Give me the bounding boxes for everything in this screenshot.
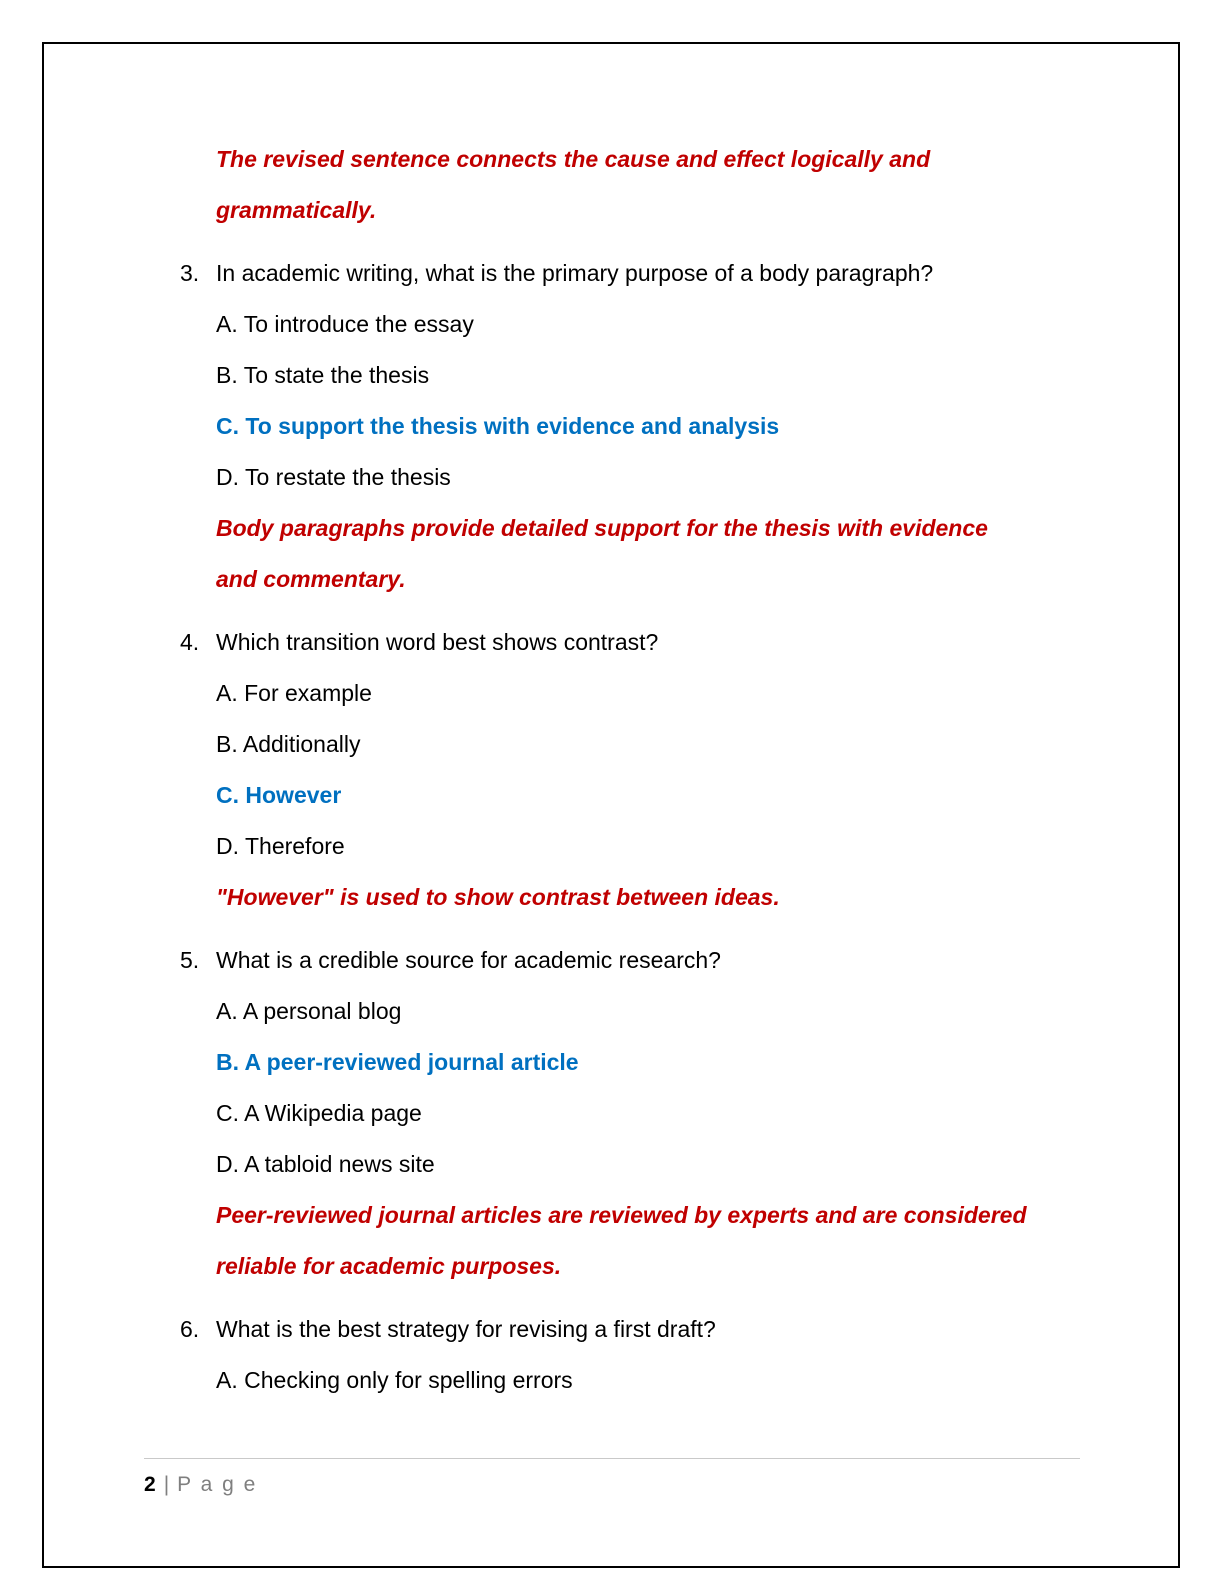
question-number: 5. [180,947,200,973]
question-number: 4. [180,629,200,655]
question-block [144,617,1080,923]
answer-options [216,1355,1080,1406]
answer-option-correct: B. A peer-reviewed journal article [216,1049,579,1075]
question-head [144,935,1080,986]
answer-option: B. To state the thesis [216,362,430,388]
answer-option-correct: C. To support the thesis with evidence and analysis [216,413,780,439]
footer-page-label: P a g e [177,1473,258,1496]
question-number: 3. [180,260,200,286]
answer-option-correct: C. However [216,782,342,808]
answer-options [216,986,1080,1190]
answer-option: B. Additionally [216,731,361,757]
explanation-text: grammatically. [216,197,377,223]
question-explanation [216,503,1080,605]
explanation-text: "However" is used to show contrast between ideas. [216,884,780,910]
explanation-text: Body paragraphs provide detailed support for the thesis with evidence [216,515,988,541]
question-text: What is the best strategy for revising a first draft? [216,1316,716,1342]
question-text: In academic writing, what is the primary purpose of a body paragraph? [216,260,934,286]
question-block [144,1304,1080,1406]
question-number: 6. [180,1316,200,1342]
answer-option: A. For example [216,680,372,706]
document-body [144,0,1080,1406]
question-block [144,935,1080,1292]
page-footer [144,1458,1080,1497]
explanation-text: Peer-reviewed journal articles are reviewed by experts and are considered [216,1202,1027,1228]
question-head [144,617,1080,668]
answer-option: D. To restate the thesis [216,464,451,490]
answer-option: D. Therefore [216,833,345,859]
answer-option: A. A personal blog [216,998,402,1024]
question-text: Which transition word best shows contrast? [216,629,659,655]
question-head [144,1304,1080,1355]
answer-options [216,299,1080,503]
answer-option: C. A Wikipedia page [216,1100,422,1126]
explanation-text: The revised sentence connects the cause and effect logically and [216,146,931,172]
answer-option: A. To introduce the essay [216,311,474,337]
question-text: What is a credible source for academic research? [216,947,721,973]
answer-options [216,668,1080,872]
question-block [144,248,1080,605]
questions-container [144,248,1080,1406]
carryover-explanation [216,134,1080,236]
question-head [144,248,1080,299]
explanation-text: and commentary. [216,566,406,592]
answer-option: D. A tabloid news site [216,1151,435,1177]
footer-page-number: 2 [144,1473,156,1496]
question-explanation [216,872,1080,923]
explanation-text: reliable for academic purposes. [216,1253,562,1279]
question-explanation [216,1190,1080,1292]
footer-separator: | [163,1473,170,1496]
answer-option: A. Checking only for spelling errors [216,1367,573,1393]
